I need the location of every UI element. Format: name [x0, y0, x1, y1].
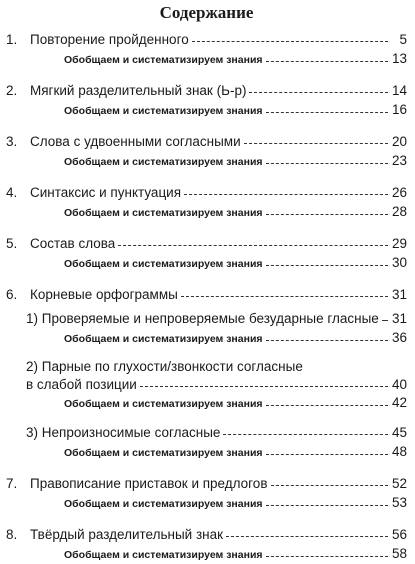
review-label: Обобщаем и систематизируем знания [64, 207, 263, 219]
section-number: 1. [6, 32, 18, 47]
toc-subentry[interactable] [6, 376, 407, 394]
dotted-leader [266, 554, 388, 557]
review-label: Обобщаем и систематизируем знания [64, 156, 263, 168]
subsection-title-line-1[interactable]: 2) Парные по глухости/звонкости согласные [26, 359, 303, 374]
page-number: 5 [399, 32, 407, 47]
toc-entry[interactable] [6, 285, 407, 305]
toc-review-entry[interactable] [6, 50, 407, 69]
dotted-leader [382, 319, 388, 322]
section-title: Синтаксис и пунктуация [30, 185, 182, 200]
toc-review-entry[interactable] [6, 152, 407, 171]
toc-entry[interactable] [6, 183, 407, 203]
dotted-leader [266, 110, 388, 113]
toc-section-5 [6, 234, 407, 273]
toc-subsection-2 [6, 358, 407, 413]
review-label: Обобщаем и систематизируем знания [64, 447, 263, 459]
toc-section-2 [6, 81, 407, 120]
page-number: 52 [391, 476, 407, 491]
section-title: Состав слова [30, 236, 116, 251]
dotted-leader [266, 212, 388, 215]
dotted-leader [140, 385, 388, 388]
section-title: Мягкий разделительный знак (Ь-р) [30, 83, 247, 98]
review-label: Обобщаем и систематизируем знания [64, 105, 263, 117]
dotted-leader [266, 161, 388, 164]
page-number: 23 [391, 153, 407, 168]
toc-section-8 [6, 525, 407, 564]
dotted-leader [249, 91, 388, 94]
page-number: 31 [391, 287, 407, 302]
subsection-title: 3) Непроизносимые согласные [26, 425, 221, 440]
toc-section-3 [6, 132, 407, 171]
section-number: 3. [6, 134, 18, 149]
toc-list [6, 30, 407, 564]
page-number: 42 [391, 395, 407, 410]
dotted-leader [181, 295, 388, 298]
toc-entry[interactable] [6, 234, 407, 254]
page-number: 31 [391, 311, 407, 326]
section-title: Повторение пройденного [30, 32, 189, 47]
toc-review-entry[interactable] [6, 101, 407, 120]
section-title: Корневые орфограммы [30, 287, 178, 302]
toc-section-6 [6, 285, 407, 462]
dotted-leader [266, 403, 388, 406]
dotted-leader [118, 244, 388, 247]
dotted-leader [192, 40, 388, 43]
section-number: 2. [6, 83, 18, 98]
section-number: 6. [6, 287, 18, 302]
toc-review-entry[interactable] [6, 443, 407, 462]
toc-review-entry[interactable] [6, 329, 407, 348]
page-number: 16 [391, 102, 407, 117]
section-number: 8. [6, 527, 18, 542]
page-number: 14 [391, 83, 407, 98]
section-title: Твёрдый разделительный знак [30, 527, 224, 542]
dotted-leader [266, 263, 388, 266]
toc-review-entry[interactable] [6, 494, 407, 513]
section-title: Правописание приставок и предлогов [30, 476, 268, 491]
toc-review-entry[interactable] [6, 203, 407, 222]
subsection-title-line-2: в слабой позиции [26, 377, 137, 392]
toc-review-entry[interactable] [6, 394, 407, 413]
review-label: Обобщаем и систематизируем знания [64, 549, 263, 561]
review-label: Обобщаем и систематизируем знания [64, 54, 263, 66]
section-number: 7. [6, 476, 18, 491]
dotted-leader [266, 503, 388, 506]
page-number: 45 [391, 425, 407, 440]
toc-review-entry[interactable] [6, 545, 407, 564]
page-number: 56 [391, 527, 407, 542]
page-number: 58 [391, 546, 407, 561]
page-number: 20 [391, 134, 407, 149]
page-number: 36 [391, 330, 407, 345]
review-label: Обобщаем и систематизируем знания [64, 258, 263, 270]
page-number: 13 [391, 51, 407, 66]
subsection-title: 1) Проверяемые и непроверяемые безударные гласные [26, 311, 379, 326]
toc-review-entry[interactable] [6, 254, 407, 273]
page-number: 29 [391, 236, 407, 251]
page-number: 53 [391, 495, 407, 510]
dotted-leader [266, 338, 388, 341]
section-number: 4. [6, 185, 18, 200]
page-title: Содержание [159, 3, 254, 22]
page-number: 28 [391, 204, 407, 219]
dotted-leader [226, 535, 388, 538]
toc-subentry[interactable] [6, 423, 407, 443]
review-label: Обобщаем и систематизируем знания [64, 398, 263, 410]
toc-entry[interactable] [6, 525, 407, 545]
section-title: Слова с удвоенными согласными [30, 134, 241, 149]
dotted-leader [223, 433, 388, 436]
review-label: Обобщаем и систематизируем знания [64, 498, 263, 510]
toc-section-1 [6, 30, 407, 69]
toc-section-7 [6, 474, 407, 513]
page-number: 30 [391, 255, 407, 270]
toc-subsection-3 [6, 423, 407, 462]
dotted-leader [184, 193, 388, 196]
dotted-leader [244, 142, 388, 145]
page-number: 40 [391, 377, 407, 392]
dotted-leader [266, 452, 388, 455]
toc-section-4 [6, 183, 407, 222]
review-label: Обобщаем и систематизируем знания [64, 333, 263, 345]
page-number: 26 [391, 185, 407, 200]
toc-entry[interactable] [6, 81, 407, 101]
toc-entry[interactable] [6, 474, 407, 494]
toc-subsection-1 [6, 309, 407, 348]
dotted-leader [266, 59, 388, 62]
dotted-leader [271, 484, 389, 487]
toc-entry[interactable] [6, 30, 407, 50]
toc-entry[interactable] [6, 132, 407, 152]
section-number: 5. [6, 236, 18, 251]
toc-subentry[interactable] [6, 309, 407, 329]
page-number: 48 [391, 444, 407, 459]
